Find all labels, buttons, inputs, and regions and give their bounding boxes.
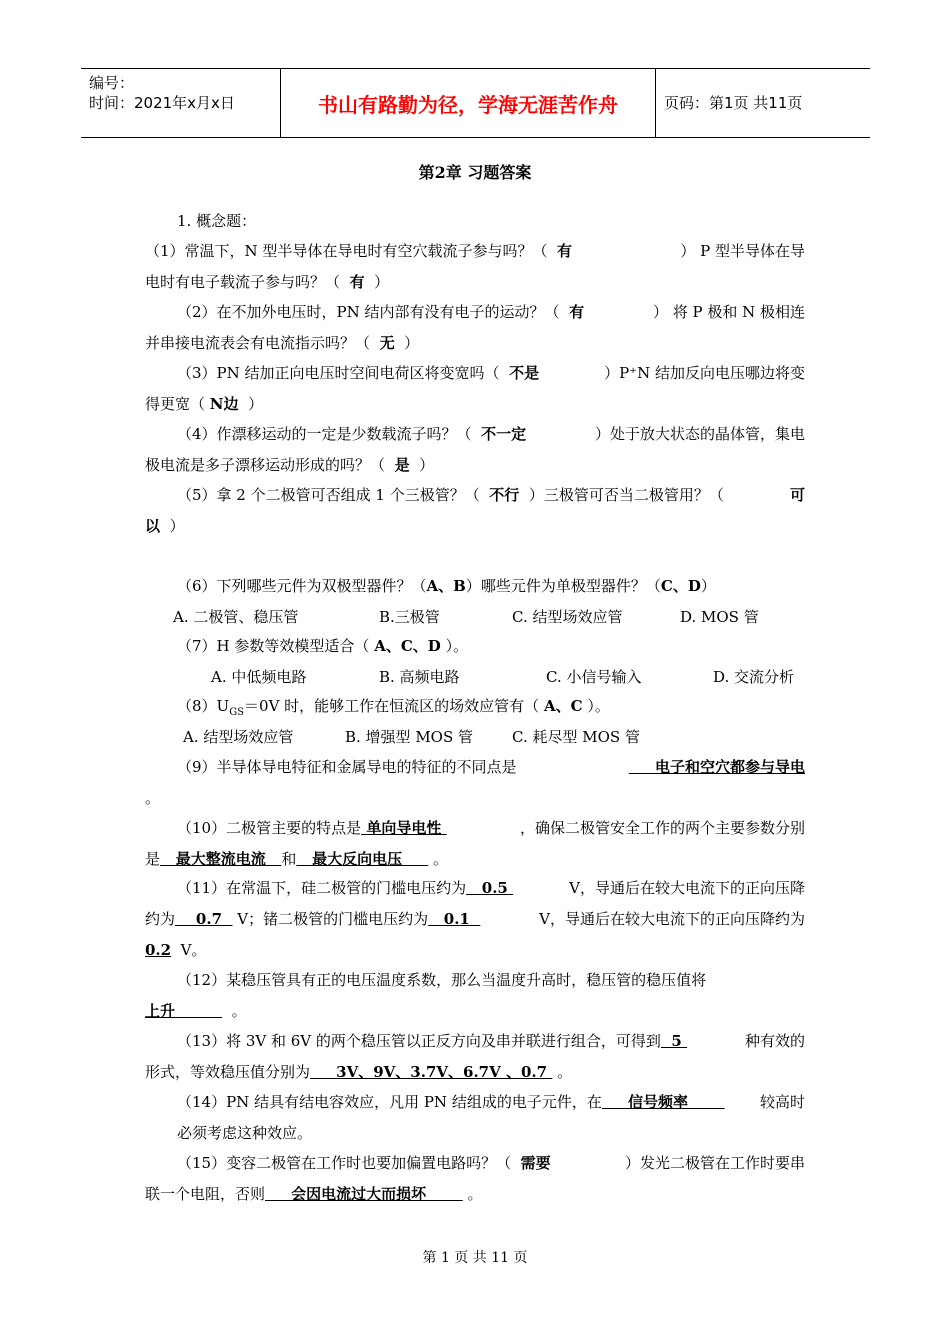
header-meta [89,73,235,113]
question-9-line-1: （9）半导体导电特征和金属导电的特征的不同点是 电子和空穴都参与导电 [177,758,805,776]
question-6-option-c: C. 结型场效应管 [512,608,623,626]
question-7-option-b: B. 高频电路 [379,668,460,686]
question-10-line-2: 是 最大整流电流 和 最大反向电压 。 [145,850,448,868]
question-15-line-1: （15）变容二极管在工作时也要加偏置电路吗？（ 需要 ）发光二极管在工作时要串 [177,1154,805,1172]
question-5-line-2: 以 ） [145,517,185,535]
page-header [81,68,870,138]
question-4-line-1: （4）作漂移运动的一定是少数载流子吗？（ 不一定 ）处于放大状态的晶体管，集电 [177,425,805,443]
question-11-line-1: （11）在常温下，硅二极管的门槛电压约为 0.5 V，导通后在较大电流下的正向压降 [177,879,805,897]
question-12-line-2: 上升 。 [145,1002,247,1020]
section-heading: 1. 概念题： [177,212,257,230]
question-8-option-c: C. 耗尽型 MOS 管 [512,728,640,746]
question-6-option-b: B.三极管 [379,608,440,626]
question-12-line-1: （12）某稳压管具有正的电压温度系数，那么当温度升高时，稳压管的稳压值将 [177,971,707,989]
question-6-option-d: D. MOS 管 [680,608,759,626]
question-1-line-1: （1）常温下，N 型半导体在导电时有空穴载流子参与吗？（ 有 ） P 型半导体在导 [145,242,805,260]
question-14-line-2: 必须考虑这种效应。 [177,1124,313,1142]
question-7-option-c: C. 小信号输入 [546,668,642,686]
question-6-option-a: A. 二极管、稳压管 [173,608,299,626]
question-15-line-2: 联一个电阻，否则 会因电流过大而损坏 。 [145,1185,483,1203]
question-7-option-a: A. 中低频电路 [211,668,307,686]
question-7-option-d: D. 交流分析 [713,668,795,686]
question-3-line-2: 得更宽（ N边 ） [145,395,264,413]
question-5-line-1: （5）拿 2 个二极管可否组成 1 个三极管？（ 不行 ）三极管可否当二极管用？（ 可 [177,486,805,504]
question-11-line-2: 约为 0.7 V；锗二极管的门槛电压约为 0.1 V，导通后在较大电流下的正向压降约为 [145,910,805,928]
question-2-line-1: （2）在不加外电压时，PN 结内部有没有电子的运动？（ 有 ） 将 P 极和 N 极相连 [177,303,805,321]
question-1-line-2: 电时有电子载流子参与吗？（ 有 ） [145,273,390,291]
question-11-line-3: 0.2 V。 [145,941,207,959]
page-footer: 第 1 页 共 11 页 [422,1250,528,1266]
page-info: 页码：第1页 共11页 [664,94,803,112]
question-9-line-2: 。 [145,789,161,807]
question-8-option-a: A. 结型场效应管 [183,728,294,746]
question-13-line-2: 形式，等效稳压值分别为 3V、9V、3.7V、6.7V 、0.7 。 [145,1063,573,1081]
question-14-line-1: （14）PN 结具有结电容效应，凡用 PN 结组成的电子元件，在 信号频率 较高时 [177,1093,805,1111]
question-4-line-2: 极电流是多子漂移运动形成的吗？（ 是 ） [145,456,435,474]
number-label: 编号： [89,74,135,92]
date-label: 时间：2021年x月x日 [89,94,235,112]
question-6-line-1: （6）下列哪些元件为双极型器件？（A、B）哪些元件为单极型器件？（C、D） [177,577,716,595]
question-13-line-1: （13）将 3V 和 6V 的两个稳压管以正反方向及串并联进行组合，可得到 5 种有效的 [177,1032,805,1050]
header-divider [655,69,656,137]
page-title: 第2章 习题答案 [418,163,532,182]
question-2-line-2: 并串接电流表会有电流指示吗？（ 无 ） [145,334,420,352]
question-8-option-b: B. 增强型 MOS 管 [345,728,474,746]
question-3-line-1: （3）PN 结加正向电压时空间电荷区将变宽吗（ 不是 ）P⁺N 结加反向电压哪边将变 [177,364,805,382]
question-10-line-1: （10）二极管主要的特点是 单向导电性 ，确保二极管安全工作的两个主要参数分别 [177,819,805,837]
header-motto: 书山有路勤为径，学海无涯苦作舟 [318,93,618,117]
question-7-line-1: （7）H 参数等效模型适合（ A、C、D ）。 [177,637,469,655]
question-8-line-1: $(8)U_{GS}=0V$ 时，能够工作在恒流区的场效应管有（ A、C ）。 [177,697,610,718]
